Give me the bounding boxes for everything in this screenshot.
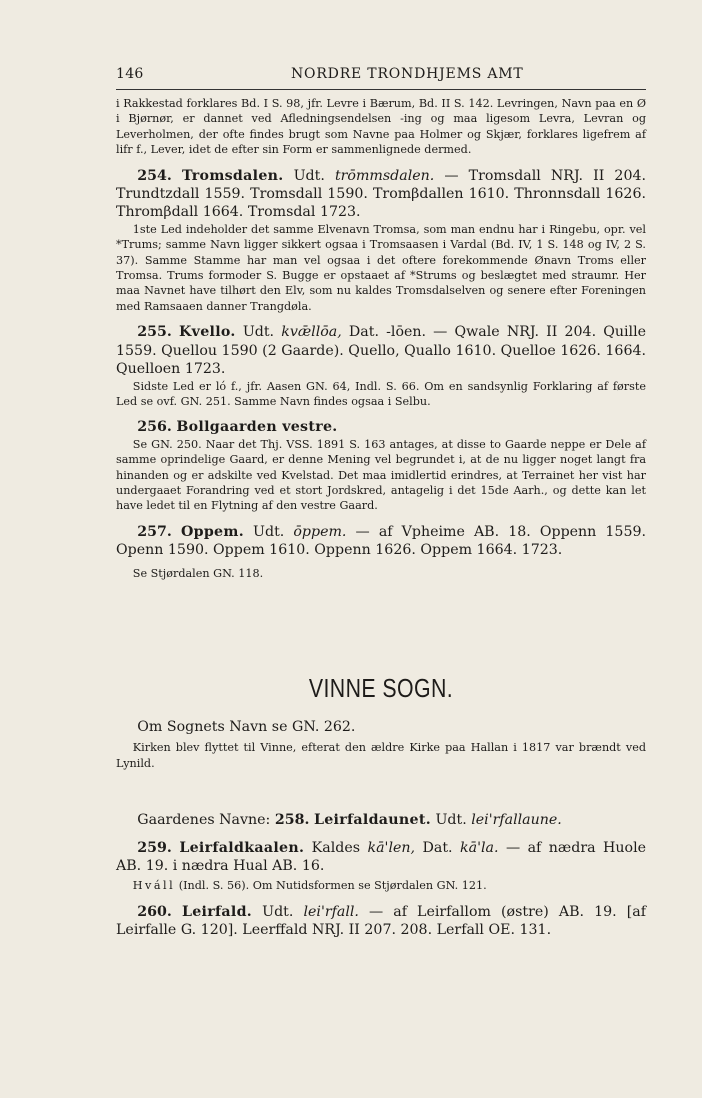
entry-254-note: 1ste Led indeholder det samme Elvenavn Tromsa, som man endnu har i Ringebu, opr. vel *Trums; samme Navn ligger sikkert ogsaa i Tromsaasen i Vardal (Bd. IV, 1 S. 148 og IV, 2 S. 37). Samme Stamme har man vel ogsaa i det oftere forekommende Ønavn Troms eller Tromsa. Trums formoder S. Bugge er opstaaet af *Strums og beslægtet med straumr. Her maa Navnet have tilhørt den Elv, som nu kaldes Tromsdalselven og senere efter Foreningen med Ramsaaen danner Trangdøla.	[116, 222, 646, 313]
text-kaldes: Kaldes	[311, 839, 361, 856]
entry-number: 255.	[137, 324, 172, 341]
historical-forms: — af nædra Huole AB. 19. i nædra Hual AB. 16.	[116, 839, 647, 874]
entry-number: 260.	[137, 903, 172, 920]
entry-259	[116, 839, 646, 894]
entry-254	[116, 167, 646, 315]
entry-259-note	[116, 878, 646, 893]
entry-259-heading	[116, 839, 646, 876]
pronunciation: lei'rfall.	[303, 903, 359, 920]
note-text: (Indl. S. 56). Om Nutidsformen se Stjørdalen GN. 121.	[178, 879, 487, 893]
header-rule	[116, 89, 646, 90]
section-note: Kirken blev flyttet til Vinne, efterat den ældre Kirke paa Hallan i 1817 var brændt ved Lynild.	[116, 741, 646, 770]
page-body	[116, 96, 646, 940]
pronunciation: kā'len,	[367, 839, 416, 856]
running-title: NORDRE TRONDHJEMS AMT	[291, 66, 524, 82]
entry-number: 256.	[137, 419, 172, 436]
entry-name: Leirfaldaunet.	[313, 812, 431, 829]
section-title: VINNE SOGN.	[308, 672, 454, 703]
page-number: 146	[116, 66, 144, 82]
entry-name: Oppem.	[180, 523, 244, 540]
historical-forms: Dat. -lōen. — Qwale NRJ. II 204. Quille 1559. Quellou 1590 (2 Gaarde). Quello, Quallo 1610. Quelloe 1626. 1664. Quelloen 1723.	[116, 324, 647, 378]
entry-256	[116, 418, 646, 513]
historical-forms: — af Vpheime AB. 18. Oppenn 1559. Openn 1590. Oppem 1610. Oppenn 1626. Oppem 1664. 1723.	[116, 523, 647, 559]
pronunciation: ōppem.	[293, 523, 347, 540]
top-paragraph: i Rakkestad forklares Bd. I S. 98, jfr. Levre i Bærum, Bd. II S. 142. Levringen, Navn paa en Ø i Bjørnør, er dannet ved Afledningsendelsen -ing og maa ligesom Levra, Levran og Leverholmen, der ofte findes brugt som Navne paa Holmer og Skjær, forklares ligefrem af lifr f., Lever, idet de efter sin Form er sammenlignede dermed.	[116, 97, 646, 157]
entry-number: 257.	[137, 523, 172, 540]
section-intro: Om Sognets Navn se GN. 262.	[137, 718, 356, 735]
entry-number: 258.	[274, 812, 310, 829]
entry-name: Tromsdalen.	[181, 167, 284, 184]
entry-name: Leirfald.	[181, 903, 253, 920]
entry-260-heading	[116, 903, 646, 940]
pronunciation: kvǣllōa,	[281, 324, 342, 341]
pronunciation: lei'rfallaune.	[471, 812, 562, 829]
historical-forms: — af Leirfallom (østre) AB. 19. [af Leirfalle G. 120]. Leerffald NRJ. II 207. 208. Lerfall OE. 131.	[116, 903, 646, 939]
entry-name: Bollgaarden vestre.	[176, 419, 338, 436]
old-norse-form: Hváll	[132, 879, 176, 893]
entry-255	[116, 323, 646, 409]
udt-label: Udt.	[293, 167, 325, 184]
entry-260	[116, 903, 646, 940]
entry-number: 259.	[137, 839, 172, 856]
entry-name: Leirfaldkaalen.	[179, 839, 305, 856]
entry-name: Kvello.	[179, 324, 236, 341]
entry-number: 254.	[137, 167, 172, 184]
entry-256-heading	[116, 418, 646, 436]
entry-254-heading	[116, 167, 646, 222]
entry-257-heading	[116, 523, 646, 560]
udt-label: Udt.	[262, 903, 294, 920]
pronunciation-dative: kā'la.	[460, 839, 499, 856]
entry-258-heading	[116, 811, 646, 829]
farms-label: Gaardenes Navne:	[137, 812, 271, 829]
udt-label: Udt.	[242, 324, 275, 341]
entry-255-note: Sidste Led er ló f., jfr. Aasen GN. 64, Indl. S. 66. Om en sandsynlig Forklaring af første Led se ovf. GN. 251. Samme Navn findes ogsaa i Selbu.	[116, 379, 646, 408]
entry-256-note: Se GN. 250. Naar det Thj. VSS. 1891 S. 163 antages, at disse to Gaarde neppe er Dele af samme oprindelige Gaard, er denne Mening vel begrundet i, at de nu ligger noget langt fra hinanden og er adskilte ved Kvelstad. Det maa imidlertid erindres, at Terrainet her vist har undergaaet Forandring ved et stort Jordskred, antagelig i det 15de Aarh., og dette kan let have ledet til en Flytning af den vestre Gaard.	[116, 437, 646, 513]
historical-forms: — Tromsdall NRJ. II 204. Trundtzdall 1559. Tromsdall 1590. Tromβdallen 1610. Thronnsdall 1626. Thromβdall 1664. Tromsdal 1723.	[116, 167, 647, 221]
udt-label: Udt.	[435, 812, 467, 829]
text-dat: Dat.	[422, 839, 453, 856]
entry-257-note: Se Stjørdalen GN. 118.	[132, 566, 264, 580]
udt-label: Udt.	[253, 523, 285, 540]
pronunciation: trōmmsdalen.	[334, 167, 435, 184]
entry-257	[116, 523, 646, 581]
entry-255-heading	[116, 323, 646, 378]
